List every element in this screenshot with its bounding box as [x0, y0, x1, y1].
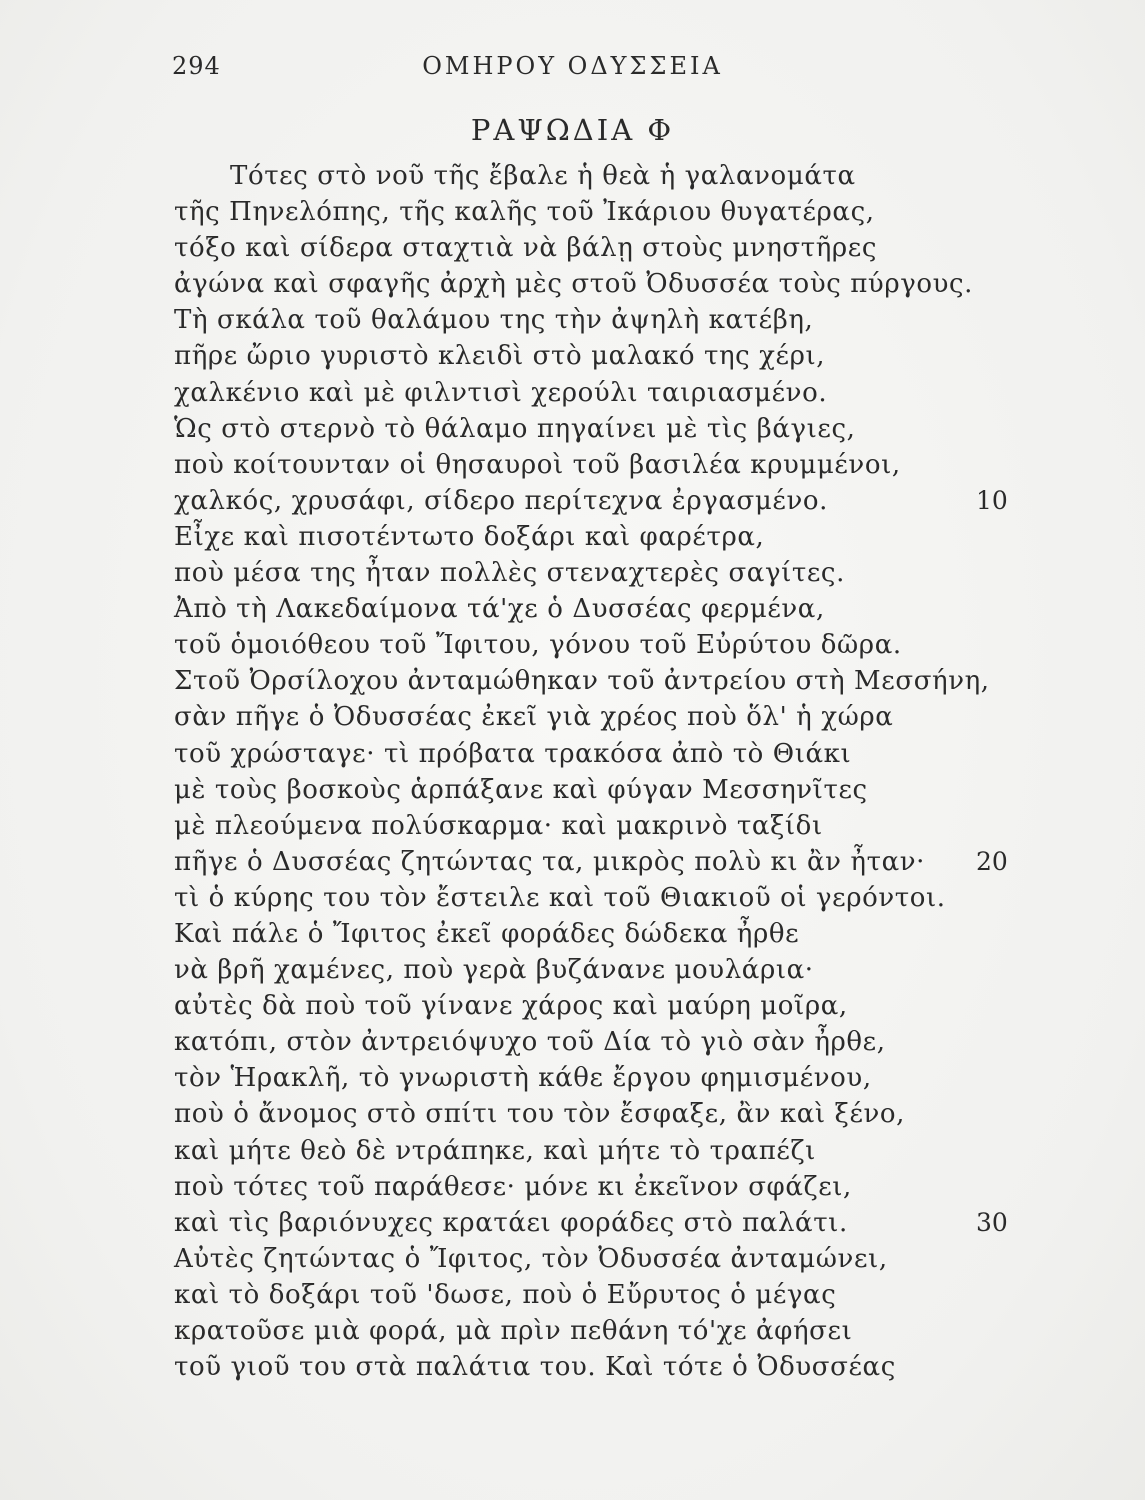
verse-line [0, 194, 1145, 230]
verse-line [0, 230, 1145, 266]
verse-line [0, 1313, 1145, 1349]
verse-text: ποὺ μέσα της ἦταν πολλὲς στεναχτερὲς σαγίτες. [174, 558, 845, 589]
line-number: 30 [976, 1207, 1008, 1237]
verse-text: τὸν Ἡρακλῆ, τὸ γνωριστὴ κάθε ἔργου φημισμένου, [174, 1063, 872, 1094]
running-head: ΟΜΗΡΟΥ ΟΔΥΣΣΕΙΑ [422, 52, 723, 80]
verse-line [0, 1024, 1145, 1060]
verse-text: χαλκός, χρυσάφι, σίδερο περίτεχνα ἐργασμένο. [174, 485, 828, 516]
chapter-title: ΡΑΨΩΔΙΑ Φ [470, 113, 675, 147]
verse-line [0, 591, 1145, 627]
verse-text: Καὶ πάλε ὁ Ἴφιτος ἐκεῖ φοράδες δώδεκα ἦρθε [174, 918, 800, 949]
verse-line [0, 555, 1145, 591]
verse-text: καὶ τὸ δοξάρι τοῦ 'δωσε, ποὺ ὁ Εὔρυτος ὁ μέγας [174, 1279, 837, 1310]
verse-line [0, 1169, 1145, 1205]
verse-text: Στοῦ Ὀρσίλοχου ἀνταμώθηκαν τοῦ ἀντρείου στὴ Μεσσήνη, [174, 666, 990, 697]
verse-line [0, 1096, 1145, 1132]
verse-text: Τότες στὸ νοῦ τῆς ἔβαλε ἡ θεὰ ἡ γαλανομάτα [230, 161, 856, 191]
verse-text: ἀγώνα καὶ σφαγῆς ἀρχὴ μὲς στοῦ Ὀδυσσέα τοὺς πύργους. [174, 269, 974, 300]
verse-text: Εἶχε καὶ πισοτέντωτο δοξάρι καὶ φαρέτρα, [174, 521, 765, 552]
verse-line [0, 699, 1145, 735]
verse-text: τοῦ γιοῦ του στὰ παλάτια του. Καὶ τότε ὁ Ὀδυσσέας [174, 1352, 896, 1383]
verse-line [0, 1205, 1145, 1241]
verse-line [0, 1241, 1145, 1277]
verse-line [0, 663, 1145, 699]
verse-text: πῆρε ὤριο γυριστὸ κλειδὶ στὸ μαλακό της χέρι, [174, 341, 826, 372]
verse-line [0, 1133, 1145, 1169]
verse-line [0, 916, 1145, 952]
verse-line [0, 302, 1145, 338]
verse-line [0, 1060, 1145, 1096]
verse-text: τὶ ὁ κύρης του τὸν ἔστειλε καὶ τοῦ Θιακιοῦ οἱ γερόντοι. [174, 882, 946, 913]
page-number: 294 [172, 52, 221, 80]
verse-text: καὶ μήτε θεὸ δὲ ντράπηκε, καὶ μήτε τὸ τραπέζι [174, 1135, 816, 1166]
verse-text: Τὴ σκάλα τοῦ θαλάμου της τὴν ἀψηλὴ κατέβη, [174, 305, 814, 336]
verse-line [0, 772, 1145, 808]
verse-text: Ἀπὸ τὴ Λακεδαίμονα τά'χε ὁ Δυσσέας φερμένα, [174, 594, 825, 625]
verse-line [0, 519, 1145, 555]
verse-text: μὲ πλεούμενα πολύσκαρμα· καὶ μακρινὸ ταξίδι [174, 810, 823, 841]
verse-text: Αὐτὲς ζητώντας ὁ Ἴφιτος, τὸν Ὀδυσσέα ἀνταμώνει, [174, 1243, 888, 1274]
verse-line [0, 1349, 1145, 1385]
verse-text: ποὺ κοίτουνταν οἱ θησαυροὶ τοῦ βασιλέα κρυμμένοι, [174, 449, 901, 480]
verse-text: κρατοῦσε μιὰ φορά, μὰ πρὶν πεθάνη τό'χε ἀφήσει [174, 1316, 853, 1346]
verse-text: Ὡς στὸ στερνὸ τὸ θάλαμο πηγαίνει μὲ τὶς βάγιες, [174, 413, 856, 444]
verse-text: τοῦ ὁμοιόθεου τοῦ Ἴφιτου, γόνου τοῦ Εὐρύτου δῶρα. [174, 630, 902, 661]
verse-line [0, 411, 1145, 447]
verse-line [0, 952, 1145, 988]
line-number: 10 [976, 485, 1008, 515]
verse-line [0, 844, 1145, 880]
line-number: 20 [976, 846, 1008, 876]
verse-text: ποὺ τότες τοῦ παράθεσε· μόνε κι ἐκεῖνον σφάζει, [174, 1171, 852, 1202]
verse-line [0, 158, 1145, 194]
verse-text: καὶ τὶς βαριόνυχες κρατάει φοράδες στὸ παλάτι. [174, 1207, 848, 1238]
verse-line [0, 808, 1145, 844]
verse-line [0, 988, 1145, 1024]
verse-text: πῆγε ὁ Δυσσέας ζητώντας τα, μικρὸς πολὺ κι ἂν ἦταν· [174, 846, 926, 877]
verse-line [0, 1277, 1145, 1313]
verse-line [0, 266, 1145, 302]
verse-text: τοῦ χρώσταγε· τὶ πρόβατα τρακόσα ἀπὸ τὸ Θιάκι [174, 738, 852, 769]
verse-text: αὐτὲς δὰ ποὺ τοῦ γίνανε χάρος καὶ μαύρη μοῖρα, [174, 991, 848, 1022]
verse-text: μὲ τοὺς βοσκοὺς ἁρπάξανε καὶ φύγαν Μεσσηνῖτες [174, 774, 868, 805]
verse-text: τόξο καὶ σίδερα σταχτιὰ νὰ βάλῃ στοὺς μνηστῆρες [174, 233, 878, 264]
verse-line [0, 880, 1145, 916]
verse-line [0, 338, 1145, 374]
verse-line [0, 483, 1145, 519]
verse-line [0, 375, 1145, 411]
verse-text: χαλκένιο καὶ μὲ φιλντισὶ χερούλι ταιριασμένο. [174, 377, 828, 408]
verse-text: ποὺ ὁ ἄνομος στὸ σπίτι του τὸν ἔσφαξε, ἂν καὶ ξένο, [174, 1099, 906, 1130]
verse-line [0, 736, 1145, 772]
poem-body [0, 158, 1145, 1385]
verse-line [0, 627, 1145, 663]
verse-text: τῆς Πηνελόπης, τῆς καλῆς τοῦ Ἰκάριου θυγατέρας, [174, 197, 875, 228]
verse-text: σὰν πῆγε ὁ Ὀδυσσέας ἐκεῖ γιὰ χρέος ποὺ ὅλ' ἡ χώρα [174, 702, 894, 733]
verse-text: κατόπι, στὸν ἀντρειόψυχο τοῦ Δία τὸ γιὸ σὰν ἦρθε, [174, 1027, 886, 1058]
verse-line [0, 447, 1145, 483]
verse-text: νὰ βρῆ χαμένες, ποὺ γερὰ βυζάνανε μουλάρια· [174, 955, 814, 986]
